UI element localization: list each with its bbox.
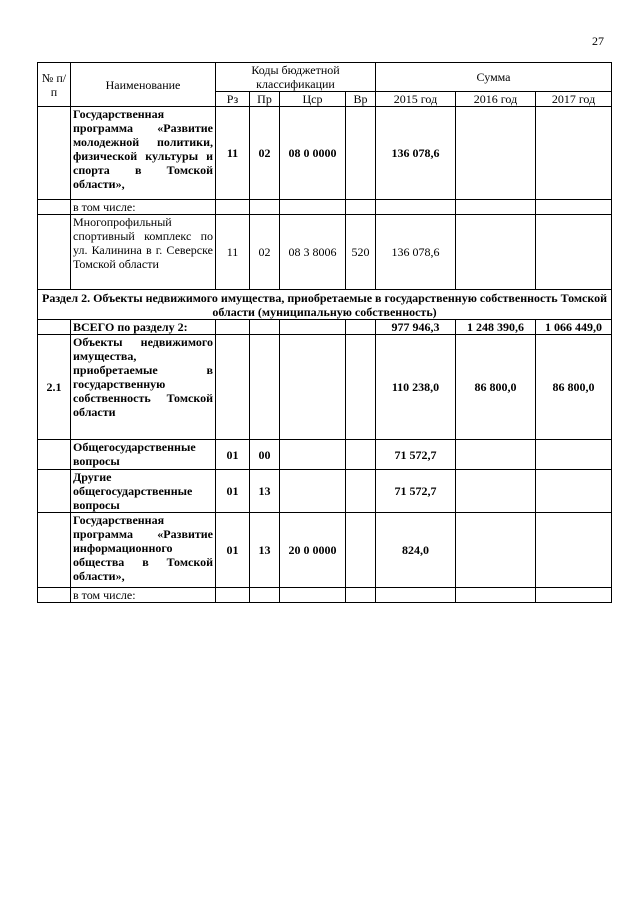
row-2017 xyxy=(536,200,612,215)
row-pr: 02 xyxy=(250,215,280,290)
row-2016: 86 800,0 xyxy=(456,335,536,440)
row-rz xyxy=(216,588,250,603)
row-csr xyxy=(280,200,346,215)
row-2017 xyxy=(536,440,612,470)
header-csr: Цср xyxy=(280,92,346,107)
row-2015: 977 946,3 xyxy=(376,320,456,335)
row-vr xyxy=(346,320,376,335)
row-pr xyxy=(250,588,280,603)
header-2015: 2015 год xyxy=(376,92,456,107)
row-2017: 86 800,0 xyxy=(536,335,612,440)
row-2016 xyxy=(456,200,536,215)
row-name: Государственная программа «Развитие молодежной политики, физической культуры и спорта в Томской области», xyxy=(71,107,216,200)
row-2016 xyxy=(456,440,536,470)
header-2017: 2017 год xyxy=(536,92,612,107)
row-2015: 136 078,6 xyxy=(376,215,456,290)
row-name: ВСЕГО по разделу 2: xyxy=(71,320,216,335)
row-2017 xyxy=(536,470,612,513)
header-sum: Сумма xyxy=(376,63,612,92)
row-num xyxy=(38,440,71,470)
header-pr: Пр xyxy=(250,92,280,107)
section-row xyxy=(38,290,612,320)
row-pr: 00 xyxy=(250,440,280,470)
row-2015: 824,0 xyxy=(376,513,456,588)
row-name: Объекты недвижимого имущества, приобретаемые в государственную собственность Томской области xyxy=(71,335,216,440)
budget-table xyxy=(37,62,612,603)
row-pr xyxy=(250,200,280,215)
row-2015 xyxy=(376,588,456,603)
page-number: 27 xyxy=(592,34,604,48)
header-codes: Коды бюджетной классификации xyxy=(216,63,376,92)
table-row xyxy=(38,200,612,215)
row-2016 xyxy=(456,513,536,588)
row-2017: 1 066 449,0 xyxy=(536,320,612,335)
header-name: Наименование xyxy=(71,63,216,107)
row-2016 xyxy=(456,588,536,603)
header-row xyxy=(38,63,612,92)
row-csr xyxy=(280,470,346,513)
row-2015: 136 078,6 xyxy=(376,107,456,200)
row-rz: 11 xyxy=(216,107,250,200)
row-pr xyxy=(250,335,280,440)
table-row xyxy=(38,588,612,603)
table-row xyxy=(38,335,612,440)
row-pr xyxy=(250,320,280,335)
row-csr xyxy=(280,335,346,440)
row-vr: 520 xyxy=(346,215,376,290)
row-2015: 110 238,0 xyxy=(376,335,456,440)
row-vr xyxy=(346,470,376,513)
row-2015 xyxy=(376,200,456,215)
header-2016: 2016 год xyxy=(456,92,536,107)
row-num: 2.1 xyxy=(38,335,71,440)
row-rz: 01 xyxy=(216,440,250,470)
table-row xyxy=(38,320,612,335)
table-row xyxy=(38,440,612,470)
row-rz xyxy=(216,320,250,335)
row-vr xyxy=(346,107,376,200)
row-2016: 1 248 390,6 xyxy=(456,320,536,335)
row-pr: 13 xyxy=(250,513,280,588)
row-num xyxy=(38,200,71,215)
row-rz: 11 xyxy=(216,215,250,290)
header-vr: Вр xyxy=(346,92,376,107)
row-csr xyxy=(280,440,346,470)
row-name: Общегосударственные вопросы xyxy=(71,440,216,470)
header-num: № п/п xyxy=(38,63,71,107)
row-name: Другие общегосударственные вопросы xyxy=(71,470,216,513)
row-csr: 08 0 0000 xyxy=(280,107,346,200)
header-rz: Рз xyxy=(216,92,250,107)
row-name: в том числе: xyxy=(71,588,216,603)
row-pr: 13 xyxy=(250,470,280,513)
row-name: Государственная программа «Развитие информационного общества в Томской области», xyxy=(71,513,216,588)
row-num xyxy=(38,107,71,200)
row-2017 xyxy=(536,107,612,200)
row-2016 xyxy=(456,107,536,200)
row-2017 xyxy=(536,588,612,603)
row-vr xyxy=(346,200,376,215)
table-row xyxy=(38,513,612,588)
row-rz xyxy=(216,335,250,440)
row-vr xyxy=(346,440,376,470)
row-pr: 02 xyxy=(250,107,280,200)
row-csr: 08 3 8006 xyxy=(280,215,346,290)
row-2015: 71 572,7 xyxy=(376,440,456,470)
row-name: Многопрофильный спортивный комплекс по ул. Калинина в г. Северске Томской области xyxy=(71,215,216,290)
row-vr xyxy=(346,588,376,603)
row-2017 xyxy=(536,215,612,290)
row-num xyxy=(38,588,71,603)
table-row xyxy=(38,215,612,290)
row-vr xyxy=(346,335,376,440)
table-row xyxy=(38,107,612,200)
row-2016 xyxy=(456,215,536,290)
row-name: в том числе: xyxy=(71,200,216,215)
row-num xyxy=(38,215,71,290)
row-rz xyxy=(216,200,250,215)
row-csr: 20 0 0000 xyxy=(280,513,346,588)
row-num xyxy=(38,470,71,513)
row-csr xyxy=(280,320,346,335)
row-rz: 01 xyxy=(216,513,250,588)
row-2016 xyxy=(456,470,536,513)
row-2017 xyxy=(536,513,612,588)
row-csr xyxy=(280,588,346,603)
row-vr xyxy=(346,513,376,588)
row-num xyxy=(38,513,71,588)
row-num xyxy=(38,320,71,335)
row-2015: 71 572,7 xyxy=(376,470,456,513)
row-rz: 01 xyxy=(216,470,250,513)
table-row xyxy=(38,470,612,513)
section-2-title: Раздел 2. Объекты недвижимого имущества, приобретаемые в государственную собственность Томской области (муниципальную собственность) xyxy=(38,290,612,320)
